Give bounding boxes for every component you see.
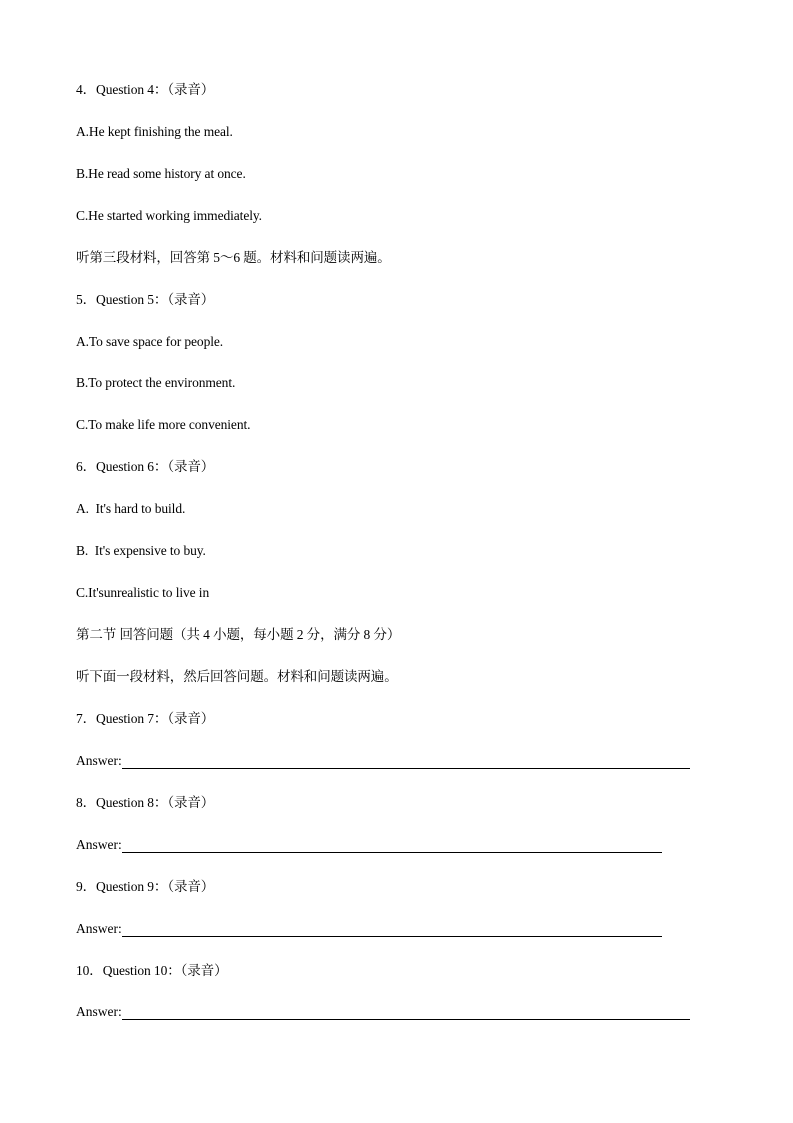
question-5-option-c: C.To make life more convenient. [76,417,251,432]
answer-label: Answer: [76,1004,122,1019]
question-9-label: 9．Question 9：（录音） [76,879,215,894]
section-2-instruction: 听下面一段材料，然后回答问题。材料和问题读两遍。 [76,669,398,684]
question-5-label: 5．Question 5：（录音） [76,292,215,307]
question-6-option-c: C.It'sunrealistic to live in [76,585,210,600]
answer-label: Answer: [76,921,122,936]
question-5-option-a: A.To save space for people. [76,334,224,349]
question-6-label: 6．Question 6：（录音） [76,459,215,474]
question-8-answer-row [76,837,662,853]
answer-blank-7[interactable] [122,753,690,769]
question-7-label: 7．Question 7：（录音） [76,711,215,726]
question-4-option-c: C.He started working immediately. [76,208,262,223]
question-4-label: 4．Question 4：（录音） [76,82,215,97]
question-10-label: 10．Question 10：（录音） [76,963,228,978]
question-6-option-b: B. It's expensive to buy. [76,543,206,558]
question-6-option-a: A. It's hard to build. [76,501,186,516]
question-7-answer-row [76,753,690,769]
question-8-label: 8．Question 8：（录音） [76,795,215,810]
question-10-answer-row [76,1004,690,1020]
instruction-part-3: 听第三段材料，回答第 5～6 题。材料和问题读两遍。 [76,250,391,265]
answer-blank-10[interactable] [122,1004,690,1020]
answer-blank-9[interactable] [122,921,662,937]
section-2-title: 第二节 回答问题（共 4 小题，每小题 2 分，满分 8 分） [76,627,401,642]
question-9-answer-row [76,921,662,937]
answer-label: Answer: [76,837,122,852]
answer-label: Answer: [76,753,122,768]
answer-blank-8[interactable] [122,837,662,853]
question-5-option-b: B.To protect the environment. [76,375,236,390]
question-4-option-b: B.He read some history at once. [76,166,246,181]
question-4-option-a: A.He kept finishing the meal. [76,124,233,139]
